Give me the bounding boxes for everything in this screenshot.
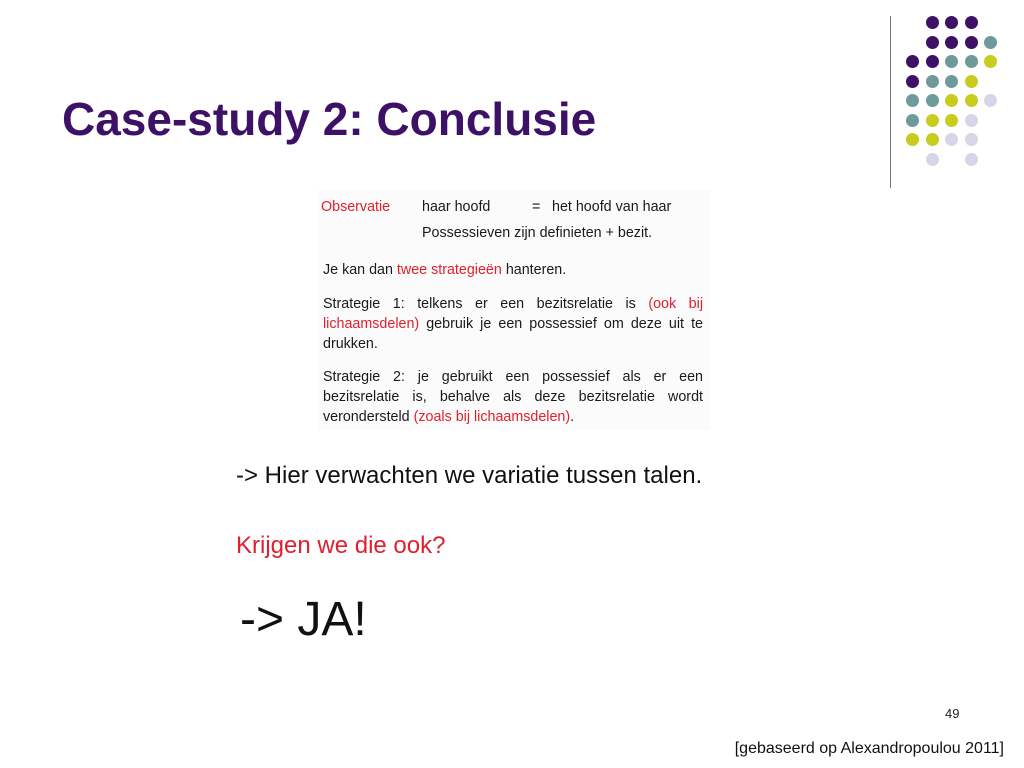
strategy-2-highlight: (zoals bij lichaamsdelen)	[413, 409, 571, 425]
decorative-dot	[984, 94, 997, 107]
decorative-dot	[965, 36, 978, 49]
decorative-dot	[965, 75, 978, 88]
strategy-2-text-end: .	[570, 409, 575, 425]
page-number: 49	[945, 706, 960, 721]
strategy-1-text-end: gebruik je een possessief om deze uit te drukken.	[323, 316, 703, 352]
decorative-dot	[906, 133, 919, 146]
decorative-dot	[926, 153, 939, 166]
decorative-dot	[965, 94, 978, 107]
question-text: Krijgen we die ook?	[236, 532, 446, 559]
decorative-dot	[926, 114, 939, 127]
strategies-intro-highlight: twee strategieën	[396, 262, 502, 278]
strategy-1-highlight: (ook bij lichaamsdelen)	[323, 296, 703, 332]
decorative-dot	[926, 36, 939, 49]
decorative-dot	[945, 75, 958, 88]
decorative-dot	[906, 75, 919, 88]
decorative-dot	[926, 16, 939, 29]
strategies-intro	[323, 260, 566, 280]
decorative-dot	[965, 153, 978, 166]
decorative-dot	[926, 75, 939, 88]
decorative-dot	[945, 16, 958, 29]
decorative-dot	[965, 133, 978, 146]
decorative-dot	[965, 16, 978, 29]
decorative-dot	[906, 114, 919, 127]
decorative-dot	[906, 94, 919, 107]
decorative-dot	[926, 133, 939, 146]
decorative-dot	[926, 55, 939, 68]
inset-figure	[318, 190, 710, 430]
decorative-divider-line	[890, 16, 891, 188]
observation-equals: =	[532, 199, 541, 215]
strategies-intro-pre: Je kan dan	[323, 262, 397, 278]
strategy-2-paragraph	[323, 367, 703, 427]
possessive-note: Possessieven zijn definieten + bezit.	[422, 225, 653, 241]
decorative-dot	[945, 36, 958, 49]
decorative-dot	[906, 55, 919, 68]
decorative-dot	[945, 94, 958, 107]
decorative-dot	[965, 55, 978, 68]
decorative-dot	[984, 55, 997, 68]
decorative-dot	[984, 36, 997, 49]
strategy-1-paragraph	[323, 294, 703, 354]
expectation-text: -> Hier verwachten we variatie tussen talen.	[236, 462, 703, 489]
decorative-dot	[965, 114, 978, 127]
decorative-dot	[926, 94, 939, 107]
decorative-dot	[945, 133, 958, 146]
strategy-2-text: Strategie 2: je gebruikt een possessief als er een bezitsrelatie is, behalve als deze bezitsrelatie wordt verondersteld	[323, 369, 703, 425]
decorative-dot	[945, 55, 958, 68]
source-citation: [gebaseerd op Alexandropoulou 2011]	[734, 740, 1004, 757]
observation-left: haar hoofd	[422, 199, 491, 215]
observation-right: het hoofd van haar	[552, 199, 672, 215]
strategy-1-text: Strategie 1: telkens er een bezitsrelatie is	[323, 296, 649, 312]
slide-title: Case-study 2: Conclusie	[62, 93, 597, 145]
observation-label: Observatie	[321, 199, 391, 215]
answer-text: -> JA!	[240, 593, 367, 646]
strategies-intro-post: hanteren.	[501, 262, 567, 278]
decorative-dot	[945, 114, 958, 127]
